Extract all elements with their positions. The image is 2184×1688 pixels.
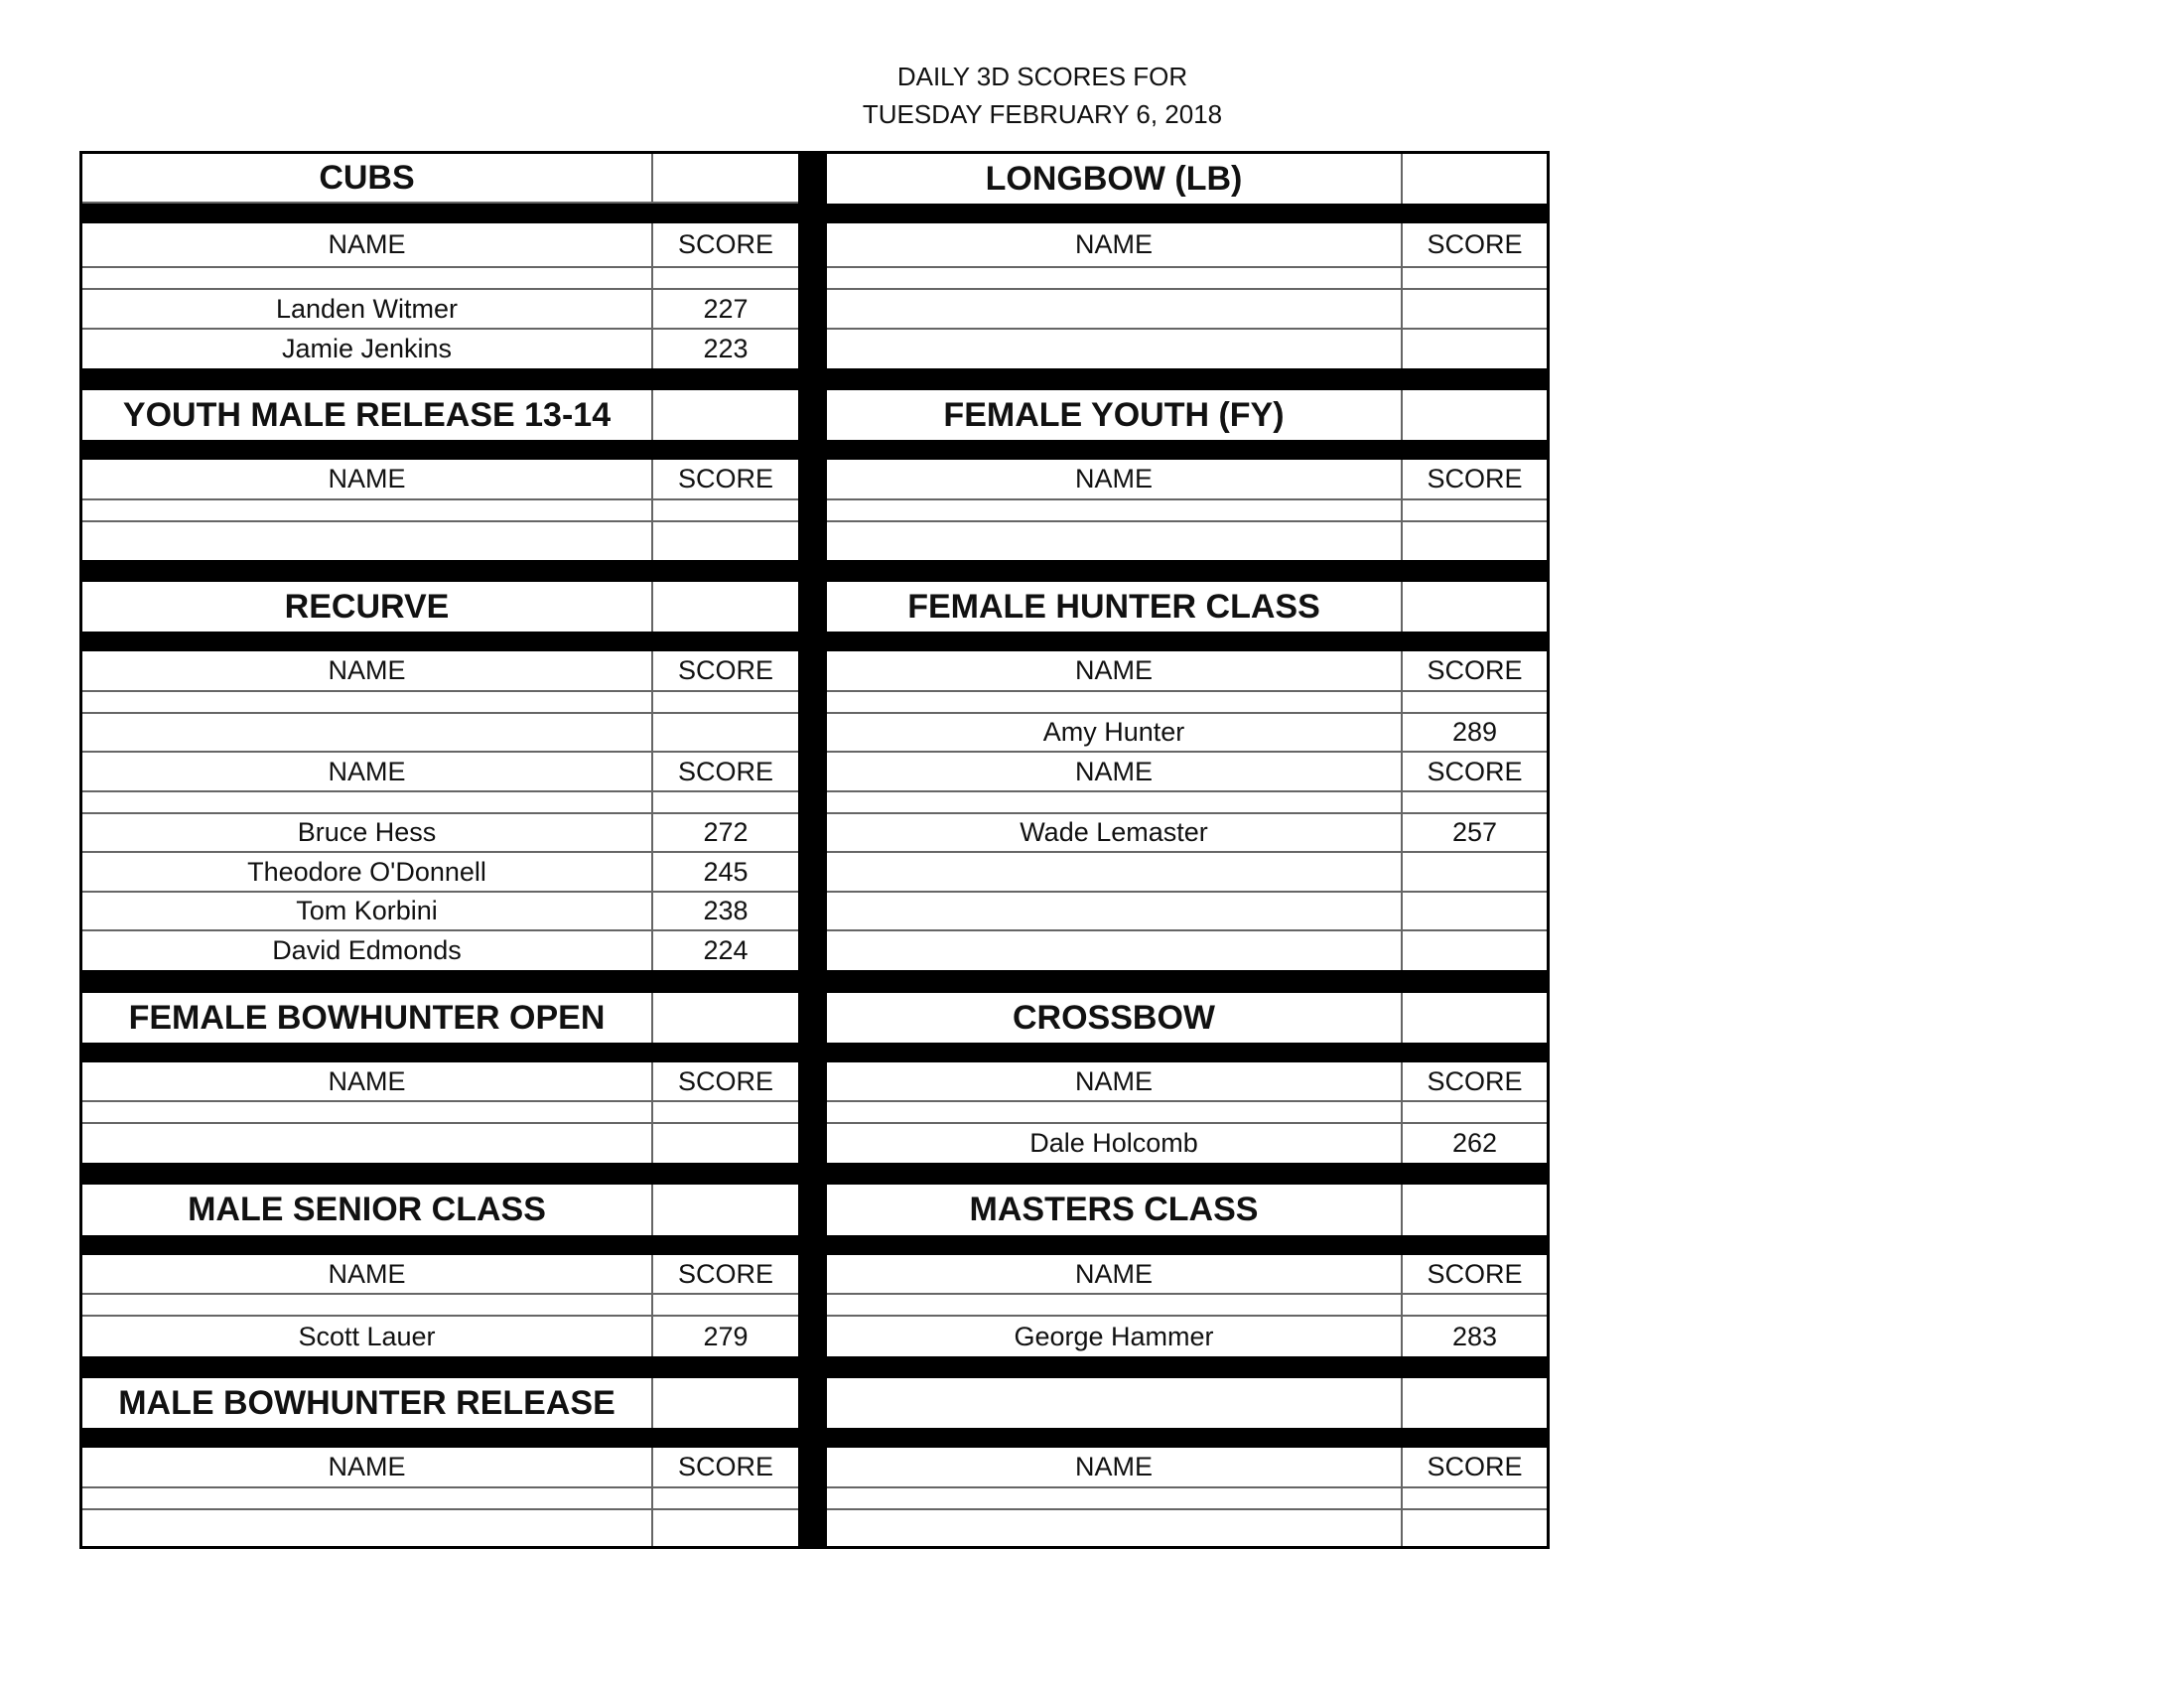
- category-row: [82, 582, 798, 632]
- category-title-recurve: RECURVE: [82, 582, 653, 632]
- player-name: Bruce Hess: [82, 814, 653, 851]
- table-row: [82, 853, 798, 893]
- category-row: [827, 1185, 1547, 1235]
- spacer-row: [827, 1488, 1547, 1510]
- name-header: NAME: [82, 1062, 653, 1100]
- table-row: [827, 1510, 1547, 1546]
- player-name: Scott Lauer: [82, 1317, 653, 1356]
- category-title-female-hunter: FEMALE HUNTER CLASS: [827, 582, 1403, 632]
- separator-bar: [827, 1428, 1547, 1448]
- header-row: [82, 1255, 798, 1295]
- category-title-male-senior: MALE SENIOR CLASS: [82, 1185, 653, 1235]
- category-row: [82, 993, 798, 1043]
- table-row: [827, 330, 1547, 368]
- separator-bar: [82, 204, 798, 223]
- name-header: NAME: [82, 460, 653, 498]
- name-header: NAME: [82, 753, 653, 790]
- player-name: George Hammer: [827, 1317, 1403, 1356]
- category-row: [827, 1378, 1547, 1428]
- score-header: SCORE: [1427, 464, 1523, 493]
- separator-bar: [827, 440, 1547, 460]
- table-row: [82, 931, 798, 970]
- name-header: NAME: [827, 1448, 1403, 1486]
- category-row: [827, 390, 1547, 440]
- category-row: [82, 154, 798, 204]
- player-name: David Edmonds: [82, 931, 653, 970]
- spacer-row: [827, 1295, 1547, 1317]
- score-header: SCORE: [1427, 756, 1523, 786]
- name-header: NAME: [827, 651, 1403, 690]
- player-score: 227: [703, 293, 749, 324]
- spacer-row: [82, 500, 798, 522]
- name-header: NAME: [82, 223, 653, 266]
- separator-bar: [827, 1163, 1547, 1185]
- spacer-row: [82, 792, 798, 814]
- category-title-cubs: CUBS: [82, 154, 653, 202]
- table-row: [827, 814, 1547, 853]
- spacer-row: [827, 268, 1547, 290]
- player-score: 245: [703, 856, 749, 887]
- table-row: [82, 814, 798, 853]
- spacer-row: [82, 1295, 798, 1317]
- score-header: SCORE: [677, 756, 774, 786]
- separator-bar: [827, 560, 1547, 582]
- separator-bar: [827, 368, 1547, 390]
- player-score: 289: [1451, 717, 1498, 747]
- player-score: 279: [703, 1321, 749, 1351]
- right-column: [827, 154, 1547, 1546]
- category-title-female-bowhunter: FEMALE BOWHUNTER OPEN: [82, 993, 653, 1043]
- player-score: 257: [1451, 817, 1498, 847]
- name-header: NAME: [827, 1062, 1403, 1100]
- spacer-row: [82, 268, 798, 290]
- score-header: SCORE: [677, 464, 774, 493]
- table-row: [82, 1317, 798, 1356]
- player-name: Dale Holcomb: [827, 1124, 1403, 1163]
- separator-bar: [827, 1043, 1547, 1062]
- table-row: [82, 714, 798, 753]
- table-row: [827, 522, 1547, 560]
- category-title-masters: MASTERS CLASS: [827, 1185, 1403, 1235]
- name-header: NAME: [827, 460, 1403, 498]
- title-line-1: DAILY 3D SCORES FOR: [896, 62, 1188, 91]
- table-row: [827, 1124, 1547, 1163]
- score-header: SCORE: [1427, 655, 1523, 685]
- left-column: [82, 154, 798, 1546]
- category-row: [827, 582, 1547, 632]
- spacer-row: [82, 1488, 798, 1510]
- separator-bar: [827, 204, 1547, 223]
- separator-bar: [827, 1235, 1547, 1255]
- score-header: SCORE: [677, 229, 774, 259]
- category-row: [82, 390, 798, 440]
- score-header: SCORE: [677, 1258, 774, 1289]
- category-row: [827, 154, 1547, 204]
- separator-bar: [82, 632, 798, 651]
- table-row: [82, 893, 798, 931]
- separator-bar: [827, 970, 1547, 993]
- category-row: [82, 1378, 798, 1428]
- table-row: [827, 1317, 1547, 1356]
- table-row: [82, 290, 798, 330]
- header-row: [827, 1062, 1547, 1102]
- player-score: 283: [1451, 1321, 1498, 1351]
- spacer-row: [82, 1102, 798, 1124]
- table-row: [82, 1124, 798, 1163]
- score-header: SCORE: [1427, 1065, 1523, 1096]
- player-name: Tom Korbini: [82, 893, 653, 929]
- score-header: SCORE: [1427, 1258, 1523, 1289]
- spacer-row: [82, 692, 798, 714]
- player-name: Amy Hunter: [827, 714, 1403, 751]
- separator-bar: [82, 970, 798, 993]
- category-title-crossbow: CROSSBOW: [827, 993, 1403, 1043]
- score-header: SCORE: [677, 655, 774, 685]
- table-row: [82, 330, 798, 368]
- separator-bar: [82, 368, 798, 390]
- separator-bar: [827, 1356, 1547, 1378]
- category-title-youth-male: YOUTH MALE RELEASE 13-14: [82, 390, 653, 440]
- player-score: 272: [703, 817, 749, 847]
- category-title-male-bowhunter: MALE BOWHUNTER RELEASE: [82, 1378, 653, 1428]
- spacer-row: [827, 792, 1547, 814]
- column-divider: [798, 154, 827, 1546]
- name-header: NAME: [827, 753, 1403, 790]
- header-row: [827, 753, 1547, 792]
- category-title-blank: [827, 1378, 1403, 1428]
- header-row: [82, 223, 798, 268]
- player-score: 224: [703, 935, 749, 965]
- name-header: NAME: [82, 1448, 653, 1486]
- score-header: SCORE: [1427, 1452, 1523, 1481]
- table-row: [82, 522, 798, 560]
- player-score: 238: [703, 896, 749, 925]
- separator-bar: [82, 1356, 798, 1378]
- header-row: [82, 753, 798, 792]
- header-row: [82, 460, 798, 500]
- separator-bar: [82, 1235, 798, 1255]
- spacer-row: [827, 692, 1547, 714]
- table-row: [827, 893, 1547, 931]
- header-row: [827, 651, 1547, 692]
- score-header: SCORE: [1427, 229, 1523, 259]
- spacer-row: [827, 500, 1547, 522]
- table-row: [827, 853, 1547, 893]
- table-row: [82, 1510, 798, 1546]
- player-score: 262: [1451, 1128, 1498, 1158]
- header-row: [827, 223, 1547, 268]
- separator-bar: [82, 1043, 798, 1062]
- name-header: NAME: [82, 651, 653, 690]
- page-title: [0, 58, 2085, 133]
- separator-bar: [82, 1428, 798, 1448]
- name-header: NAME: [827, 1255, 1403, 1293]
- header-row: [82, 1448, 798, 1488]
- header-row: [827, 1448, 1547, 1488]
- player-name: Theodore O'Donnell: [82, 853, 653, 891]
- header-row: [82, 1062, 798, 1102]
- score-header: SCORE: [677, 1065, 774, 1096]
- category-title-longbow: LONGBOW (LB): [827, 154, 1403, 204]
- name-header: NAME: [82, 1255, 653, 1293]
- separator-bar: [827, 632, 1547, 651]
- category-title-female-youth: FEMALE YOUTH (FY): [827, 390, 1403, 440]
- player-name: Jamie Jenkins: [82, 330, 653, 368]
- category-row: [827, 993, 1547, 1043]
- table-row: [827, 290, 1547, 330]
- name-header: NAME: [827, 223, 1403, 266]
- category-row: [82, 1185, 798, 1235]
- table-row: [827, 931, 1547, 970]
- separator-bar: [82, 1163, 798, 1185]
- player-score: 223: [703, 334, 749, 363]
- header-row: [827, 460, 1547, 500]
- score-header: SCORE: [677, 1452, 774, 1481]
- spacer-row: [827, 1102, 1547, 1124]
- player-name: Landen Witmer: [82, 290, 653, 328]
- title-line-2: TUESDAY FEBRUARY 6, 2018: [862, 99, 1223, 129]
- scores-table: [79, 151, 1550, 1549]
- separator-bar: [82, 440, 798, 460]
- header-row: [827, 1255, 1547, 1295]
- header-row: [82, 651, 798, 692]
- table-row: [827, 714, 1547, 753]
- player-name: Wade Lemaster: [827, 814, 1403, 851]
- separator-bar: [82, 560, 798, 582]
